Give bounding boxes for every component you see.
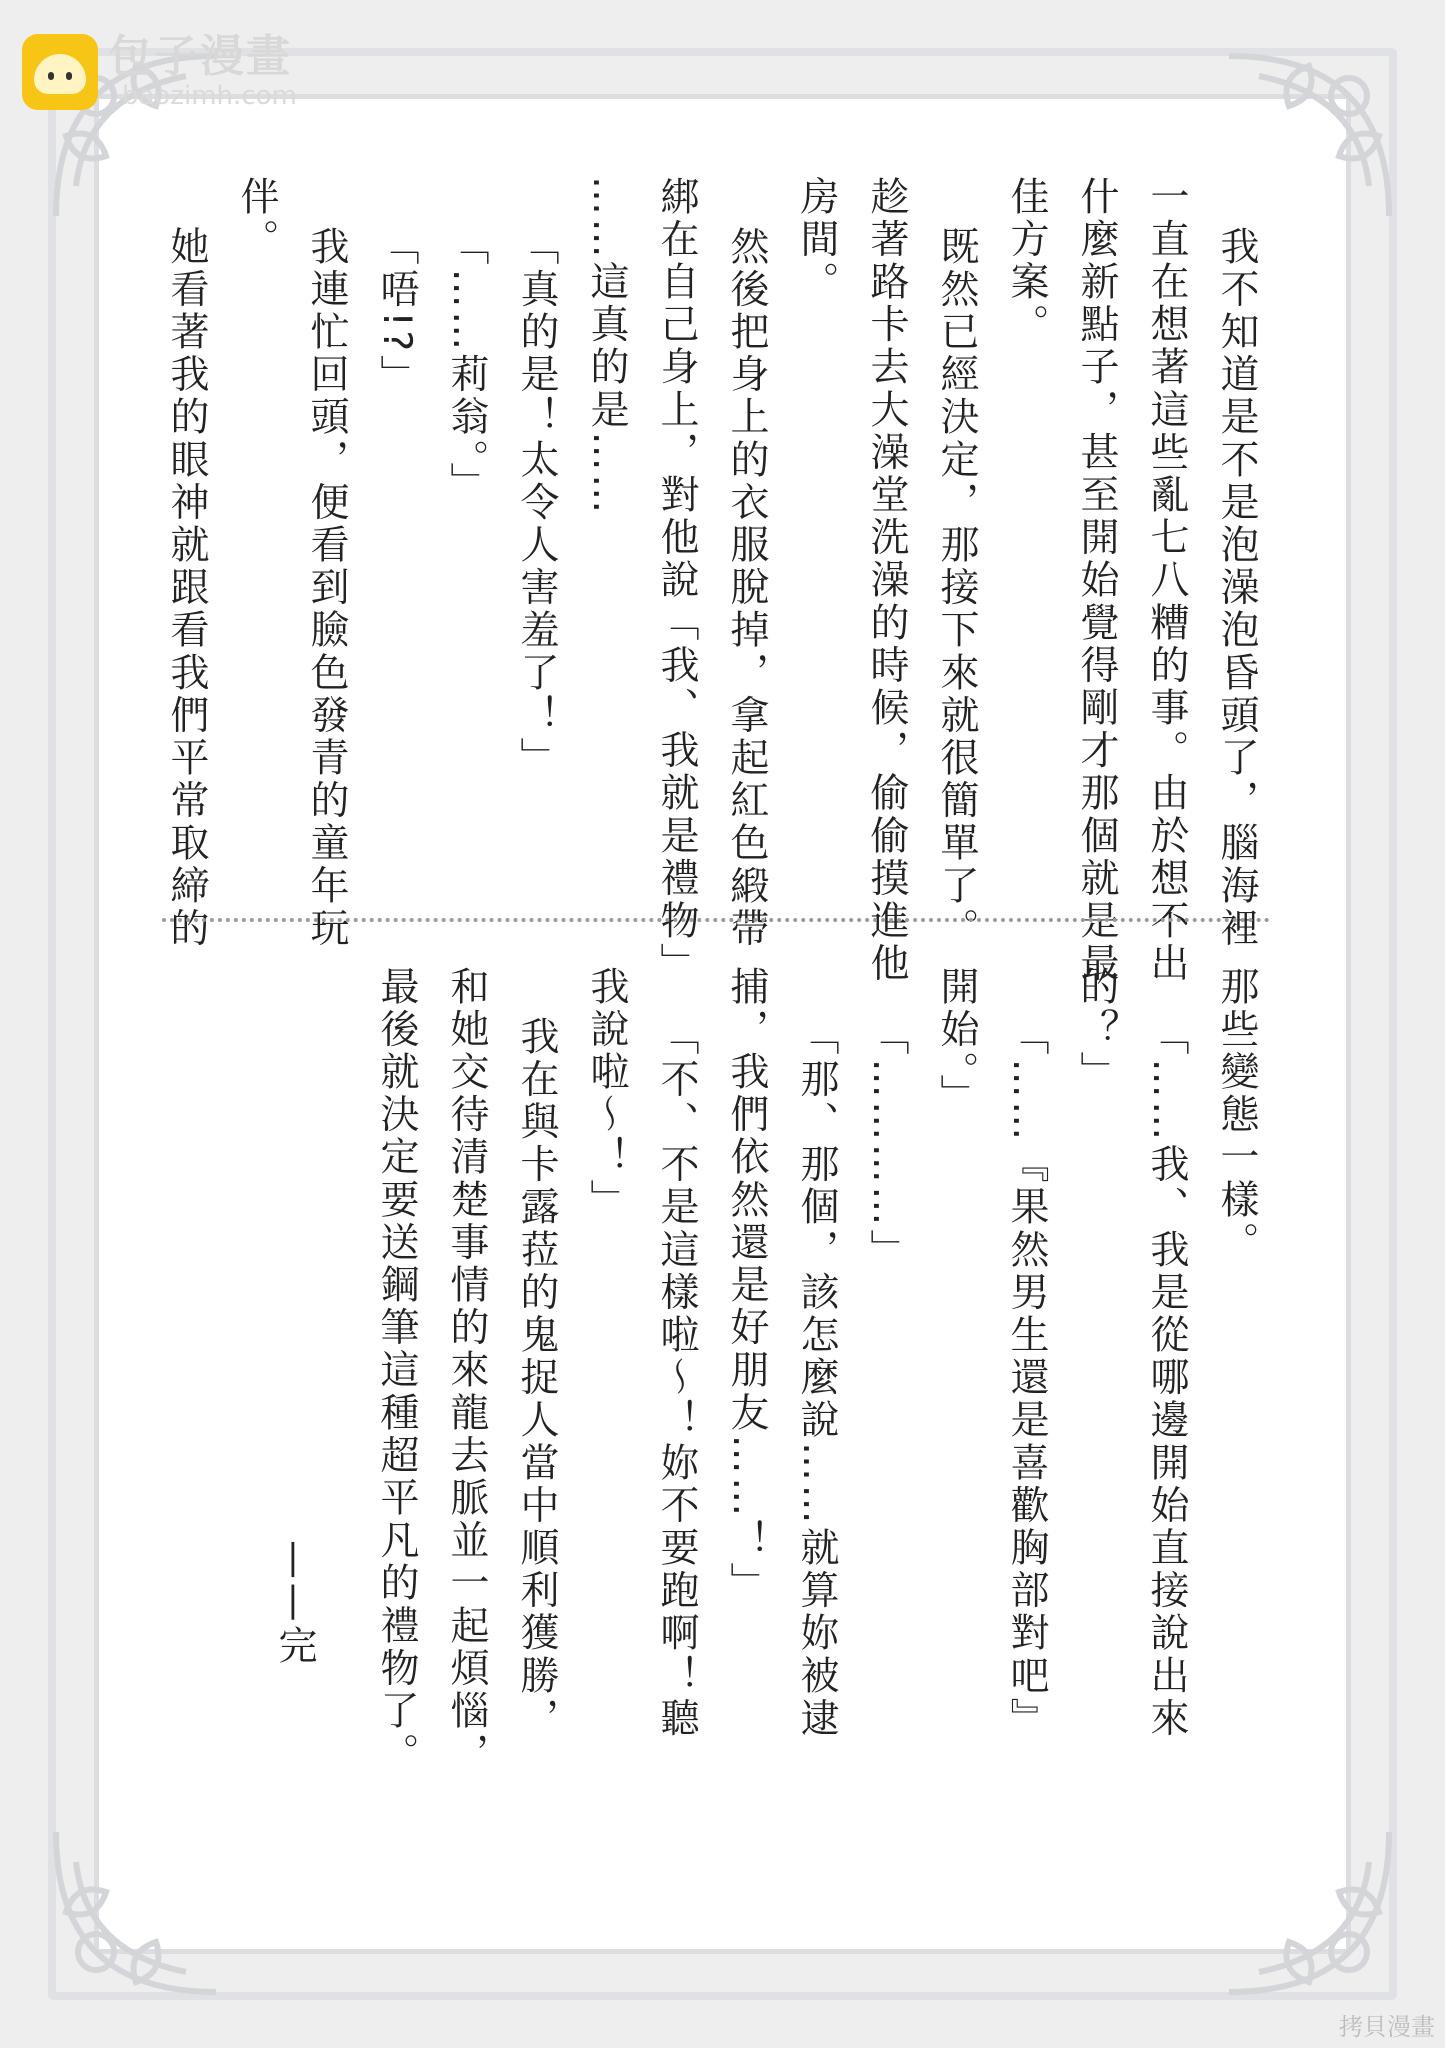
watermark-url: baozimh.com — [122, 81, 297, 111]
text-column: 「…………」 — [864, 1016, 909, 1272]
text-column: 「……我、我是從哪邊開始直接說出來 — [1144, 1016, 1189, 1741]
text-column: 和她交待清楚事情的來龍去脈並一起煩惱， — [444, 966, 489, 1776]
text-column: 最後就決定要送鋼筆這種超平凡的禮物了。 — [374, 966, 419, 1776]
text-column: 「那、那個，該怎麼說……就算妳被逮 — [794, 1016, 839, 1741]
text-column: 一直在想著這些亂七八糟的事。由於想不出 — [1144, 176, 1189, 986]
text-column: 捕，我們依然還是好朋友……！」 — [724, 966, 769, 1605]
text-column: 我連忙回頭，便看到臉色發青的童年玩 — [304, 226, 349, 951]
text-column: 趁著路卡去大澡堂洗澡的時候，偷偷摸進他 — [864, 176, 909, 986]
text-column: 開始。」 — [934, 966, 979, 1117]
text-column: ……這真的是…… — [584, 176, 629, 517]
text-column: 「……『果然男生還是喜歡胸部對吧』 — [1004, 1016, 1049, 1741]
text-column: 「真的是！太令人害羞了！」 — [514, 226, 559, 780]
corner-watermark: 拷貝漫畫 — [1339, 2013, 1435, 2041]
text-column: 房間。 — [794, 176, 839, 304]
end-mark: ——完 — [272, 1540, 317, 1668]
text-column: 那些變態一樣。 — [1214, 966, 1259, 1265]
text-column: 的？」 — [1074, 966, 1119, 1094]
text-column: 佳方案。 — [1004, 176, 1049, 347]
text-column: 然後把身上的衣服脫掉，拿起紅色緞帶 — [724, 226, 769, 951]
text-column: 既然已經決定，那接下來就很簡單了。 — [934, 226, 979, 951]
watermark-logo[interactable] — [22, 30, 322, 114]
section-divider — [162, 918, 1270, 922]
text-column: 「唔!?」 — [374, 226, 419, 398]
text-column: 我在與卡露菈的鬼捉人當中順利獲勝， — [514, 1016, 559, 1741]
text-column: 伴。 — [234, 176, 279, 262]
text-column: 「……莉翁。」 — [444, 226, 489, 505]
text-column: 綁在自己身上，對他說「我、我就是禮物」 — [654, 176, 699, 986]
text-column: 我不知道是不是泡澡泡昏頭了，腦海裡 — [1214, 226, 1259, 951]
text-column: 「不、不是這樣啦～！妳不要跑啊！聽 — [654, 1016, 699, 1741]
text-column: 我說啦～！」 — [584, 966, 629, 1222]
text-column: 她看著我的眼神就跟看我們平常取締的 — [164, 226, 209, 951]
bun-logo-icon — [22, 34, 98, 110]
watermark-title: 包子漫畫 — [108, 31, 292, 82]
text-column: 什麼新點子，甚至開始覺得剛才那個就是最 — [1074, 176, 1119, 986]
